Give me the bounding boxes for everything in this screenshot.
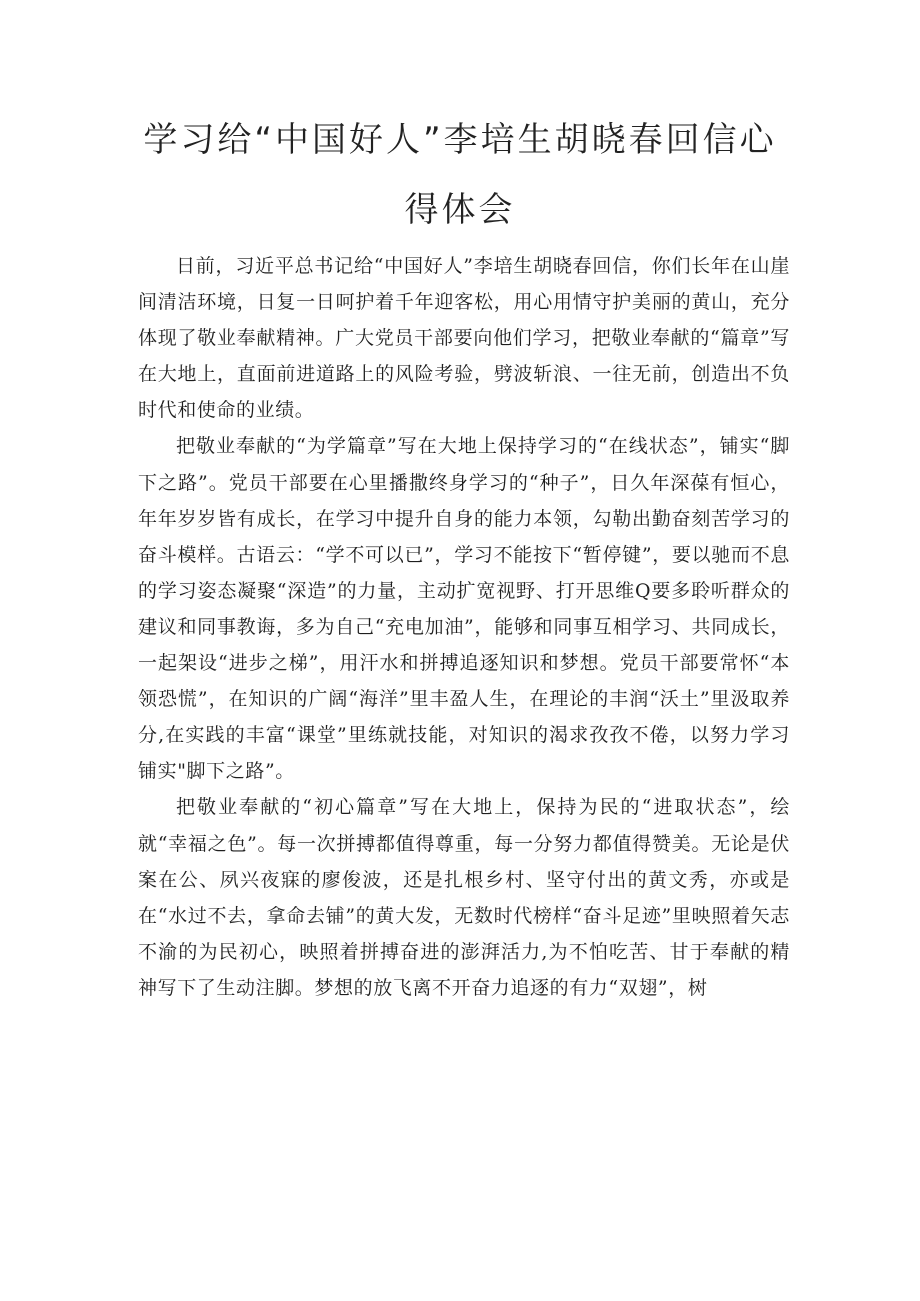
paragraph-2: 把敬业奉献的“为学篇章”写在大地上保持学习的“在线状态”，铺实“脚下之路”。党员干部要在心里播撒终身学习的“种子”，日久年深葆有恒心，年年岁岁皆有成长，在学习中提升自身的能力本领，勾勒出勤奋刻苦学习的奋斗模样。古语云：“学不可以已”，学习不能按下“暂停键”，要以驰而不息的学习姿态凝聚“深造”的力量，主动扩宽视野、打开思维Q要多聆听群众的建议和同事教诲，多为自己“充电加油”，能够和同事互相学习、共同成长，一起架设“进步之梯”，用汗水和拼搏追逐知识和梦想。党员干部要常怀“本领恐慌”，在知识的广阔“海洋”里丰盈人生，在理论的丰润“沃土”里汲取养分,在实践的丰富“课堂”里练就技能，对知识的渴求孜孜不倦，以努力学习铺实"脚下之路”。: [138, 435, 790, 783]
paragraph-3: 把敬业奉献的“初心篇章”写在大地上，保持为民的“进取状态”，绘就“幸福之色”。每一次拼搏都值得尊重，每一分努力都值得赞美。无论是伏案在公、夙兴夜寐的廖俊波，还是扎根乡村、坚守付出的黄文秀，亦或是在“水过不去，拿命去铺”的黄大发，无数时代榜样“奋斗足迹”里映照着矢志不渝的为民初心，映照着拼搏奋进的澎湃活力,为不怕吃苦、甘于奉献的精神写下了生动注脚。梦想的放飞离不开奋力追逐的有力“双翅”，树: [138, 796, 790, 999]
document-title-line-2: 得体会: [404, 190, 516, 230]
document-body: [138, 248, 790, 1006]
document-title-line-1: 学习给“中国好人”李培生胡晓春回信心: [143, 120, 777, 160]
paragraph-1: 日前，习近平总书记给“中国好人”李培生胡晓春回信，你们长年在山崖间清洁环境，日复一日呵护着千年迎客松，用心用情守护美丽的黄山，充分体现了敬业奉献精神。广大党员干部要向他们学习，把敬业奉献的“篇章”写在大地上，直面前进道路上的风险考验，劈波斩浪、一往无前，创造出不负时代和使命的业绩。: [138, 255, 790, 422]
